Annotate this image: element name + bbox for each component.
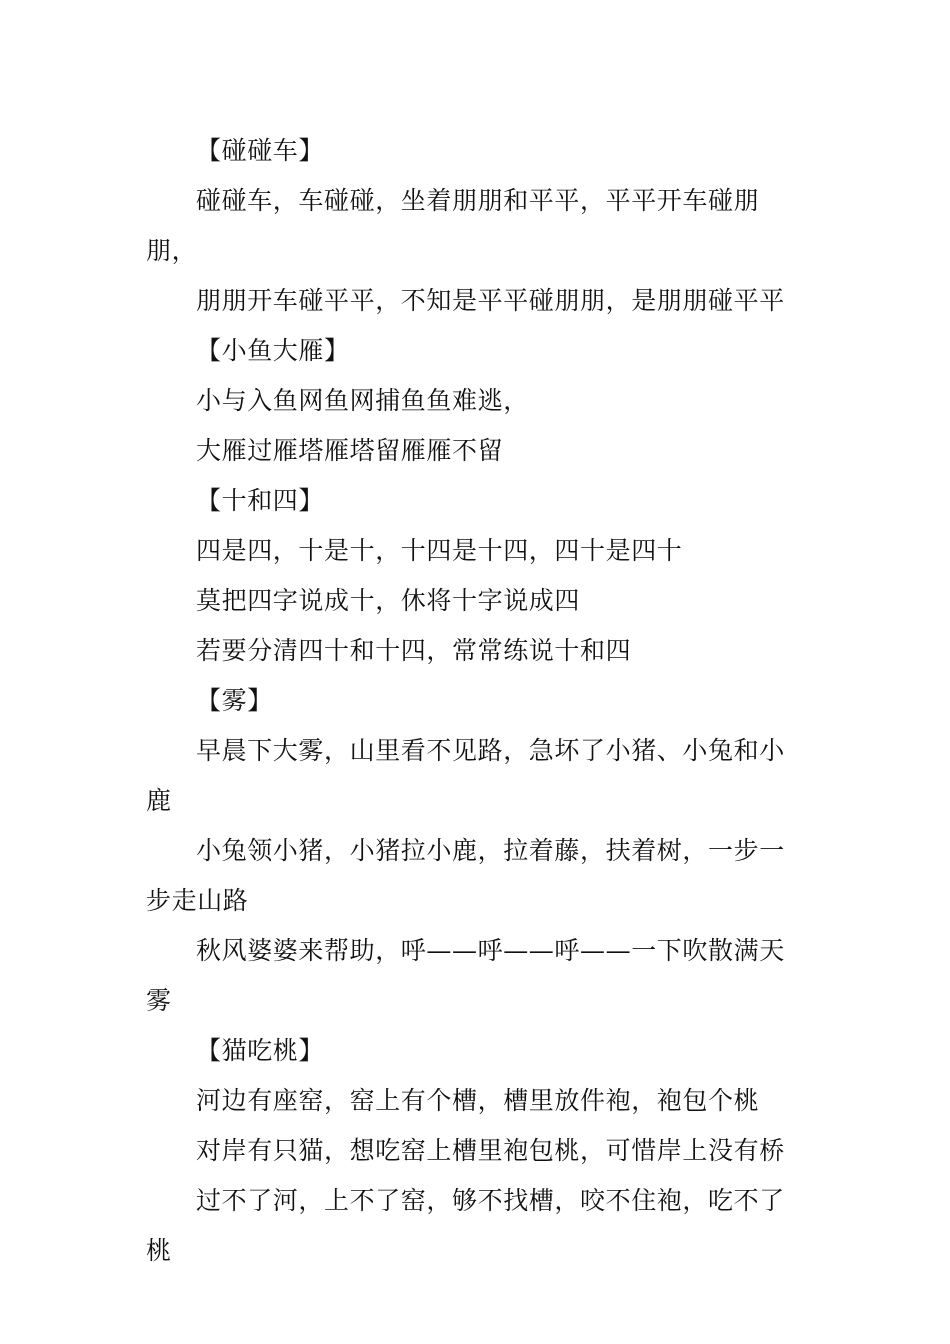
- document-body: [146, 126, 808, 1276]
- section-title-shi-he-si: 【十和四】: [196, 486, 325, 515]
- paragraph: 朋朋开车碰平平，不知是平平碰朋朋，是朋朋碰平平: [196, 286, 785, 315]
- paragraph: 莫把四字说成十，休将十字说成四: [196, 586, 581, 615]
- section-title-wu: 【雾】: [196, 686, 273, 715]
- paragraph: 碰碰车，车碰碰，坐着朋朋和平平，平平开车碰朋朋，: [146, 186, 760, 265]
- paragraph: 秋风婆婆来帮助，呼——呼——呼——一下吹散满天雾: [146, 936, 785, 1015]
- paragraph: 小兔领小猪，小猪拉小鹿，拉着藤，扶着树，一步一步走山路: [146, 836, 785, 915]
- paragraph: 小与入鱼网鱼网捕鱼鱼难逃，: [196, 386, 529, 415]
- paragraph: 河边有座窑，窑上有个槽，槽里放件袍，袍包个桃: [196, 1086, 760, 1115]
- paragraph: 四是四，十是十，十四是十四，四十是四十: [196, 536, 683, 565]
- section-title-mao-chi-tao: 【猫吃桃】: [196, 1036, 325, 1065]
- paragraph: 对岸有只猫，想吃窑上槽里袍包桃，可惜岸上没有桥: [196, 1136, 785, 1165]
- section-title-pengpengche: 【碰碰车】: [196, 136, 325, 165]
- paragraph: 若要分清四十和十四，常常练说十和四: [196, 636, 632, 665]
- section-title-xiaoyu-dayan: 【小鱼大雁】: [196, 336, 350, 365]
- paragraph: 过不了河，上不了窑，够不找槽，咬不住袍，吃不了桃: [146, 1186, 785, 1265]
- paragraph: 大雁过雁塔雁塔留雁雁不留: [196, 436, 504, 465]
- paragraph: 早晨下大雾，山里看不见路，急坏了小猪、小兔和小鹿: [146, 736, 785, 815]
